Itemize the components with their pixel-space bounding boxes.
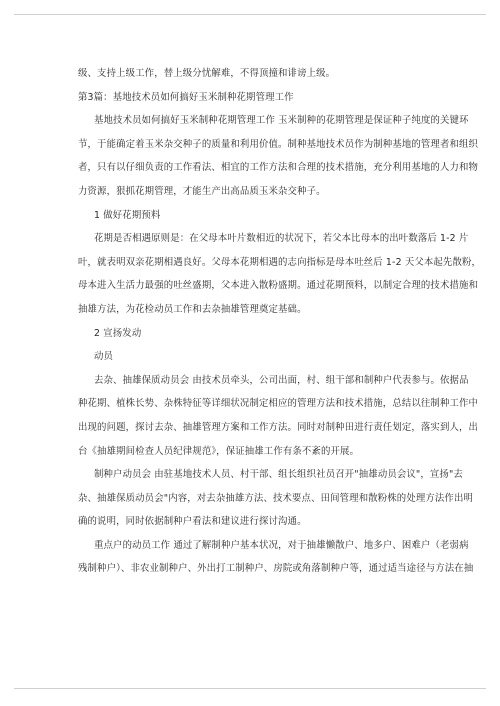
paragraph-line: 去杂、抽雄保质动员会 由技术员牵头，公司出面，村、组干部和制种户代表参与。依据品 bbox=[94, 374, 469, 386]
paragraph-line: 者，只有以仔细负责的工作看法、相宜的工作方法和合理的技术措施，充分利用基地的人力和物 bbox=[78, 162, 479, 174]
subsection-heading: 2 宣扬发动 bbox=[94, 327, 142, 339]
paragraph-line: 花期是否相遇原则是：在父母本叶片数相近的状况下，若父本比母本的出叶数落后 1-2 片 bbox=[94, 233, 469, 245]
paragraph-line: 级、支持上级工作，替上级分忧解难，不得顶撞和诽谤上级。 bbox=[78, 68, 336, 79]
subsection-heading: 动员 bbox=[94, 351, 114, 363]
document-body bbox=[78, 62, 482, 581]
paragraph-line: 种花期、植株长势、杂株特征等详细状况制定相应的管理方法和技术措施，总结以往制种工作中 bbox=[78, 398, 479, 410]
paragraph-line: 出现的问题，探讨去杂、抽雄管理方案和工作方法。同时对制种田进行责任划定，落实到人，出 bbox=[78, 421, 479, 433]
paragraph-line: 重点户的动员工作 通过了解制种户基本状况，对于抽雄懒散户、地多户、困难户（老弱病 bbox=[94, 539, 469, 551]
top-divider bbox=[14, 14, 486, 15]
bottom-divider bbox=[14, 688, 486, 689]
paragraph-line: 母本进入生活力最强的吐丝盛期，父本进入散粉盛期。通过花期预料，以制定合理的技术措施和 bbox=[78, 280, 479, 292]
paragraph-line: 力资源，狠抓花期管理，才能生产出高品质玉米杂交种子。 bbox=[78, 185, 326, 197]
subsection-heading: 1 做好花期预料 bbox=[94, 209, 161, 221]
paragraph-line: 基地技术员如何搞好玉米制种花期管理工作 玉米制种的花期管理是保证种子纯度的关键环 bbox=[94, 115, 469, 127]
paragraph-line: 叶，就表明双亲花期相遇良好。父母本花期相遇的志向指标是母本吐丝后 1-2 天父本起先散粉， bbox=[78, 256, 482, 268]
section-heading: 第3篇：基地技术员如何搞好玉米制种花期管理工作 bbox=[78, 91, 294, 103]
paragraph-line: 杂、抽雄保质动员会"内容，对去杂抽雄方法、技术要点、田间管理和散粉株的处理方法作出明 bbox=[78, 492, 473, 504]
paragraph-line: 节，于能确定着玉米杂交种子的质量和利用价值。制种基地技术员作为制种基地的管理者和组织 bbox=[78, 138, 479, 150]
paragraph-line: 台《抽雄期间检查人员纪律规范》，保证抽雄工作有条不紊的开展。 bbox=[78, 445, 360, 457]
paragraph-line: 确的说明，同时依据制种户看法和建议进行探讨沟通。 bbox=[78, 516, 307, 528]
paragraph-line: 抽雄方法，为花检动员工作和去杂抽雄管理奠定基础。 bbox=[78, 303, 307, 315]
paragraph-line: 制种户动员会 由驻基地技术人员、村干部、组长组织社员召开"抽雄动员会议"，宣扬"去 bbox=[94, 469, 463, 481]
paragraph-line: 残制种户）、非农业制种户、外出打工制种户、房院或角落制种户等，通过适当途径与方法在抽 bbox=[78, 563, 474, 575]
